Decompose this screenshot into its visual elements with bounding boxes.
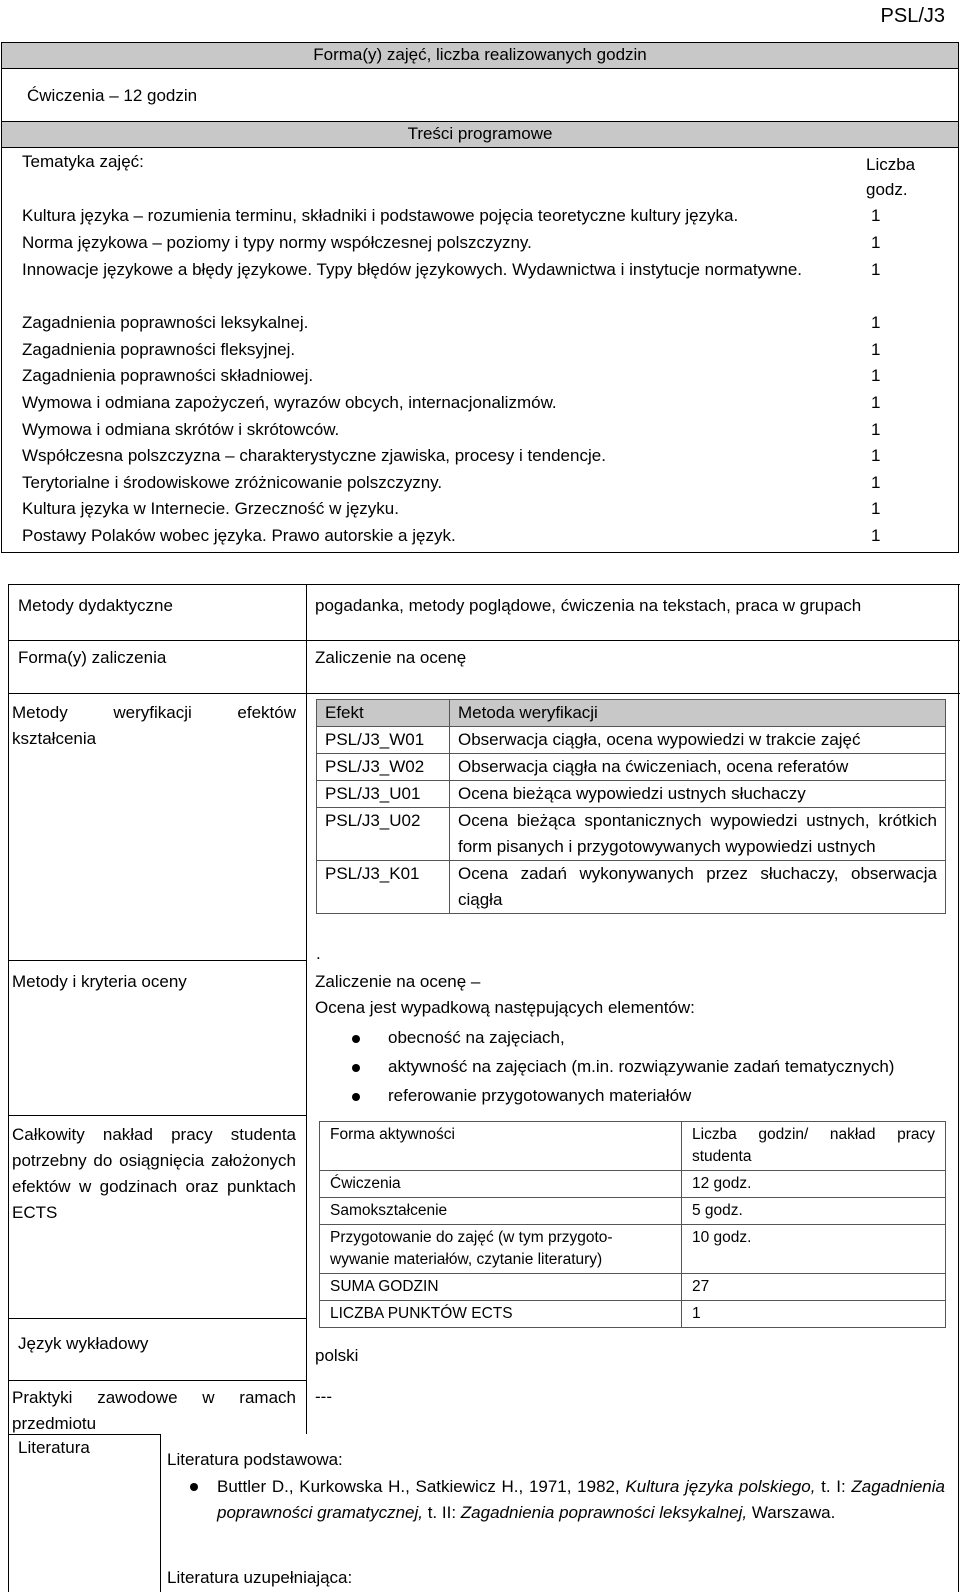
hours-cell: 1 (682, 1301, 946, 1328)
activity-cell: Samokształcenie (320, 1198, 682, 1225)
criteria-item: obecność na zajęciach, (388, 1028, 565, 1047)
credit-form-label: Forma(y) zaliczenia (18, 648, 167, 667)
program-row: Kultura języka w Internecie. Grzeczność w języku. (22, 499, 399, 518)
program-header: Treści programowe (407, 124, 553, 143)
activity-cell: Przygotowanie do zajęć (w tym przygoto-wywanie materiałów, czytanie literatury) (320, 1225, 682, 1274)
forms-value: Ćwiczenia – 12 godzin (27, 86, 198, 105)
bullet-icon (190, 1483, 198, 1491)
table-row (317, 781, 946, 808)
program-row: Zagadnienia poprawności leksykalnej. (22, 313, 309, 332)
forms-header: Forma(y) zajęć, liczba realizowanych godzin (313, 45, 647, 64)
program-row: Innowacje językowe a błędy językowe. Typy błędów językowych. Wydawnictwa i instytucje normatywne. (22, 260, 802, 279)
hours-cell: 12 godz. (682, 1171, 946, 1198)
effect-cell: PSL/J3_U01 (317, 781, 450, 808)
table-row (317, 754, 946, 781)
program-row: Norma językowa – poziomy i typy normy współczesnej polszczyzny. (22, 233, 532, 252)
program-row: Zagadnienia poprawności fleksyjnej. (22, 340, 296, 359)
method-cell: Ocena zadań wykonywanych przez słuchaczy, obserwacja ciągła (450, 861, 946, 914)
literature-basic-item: Buttler D., Kurkowska H., Satkiewicz H., 1971, 1982, Kultura języka polskiego, t. I: Zagadnienia poprawności gramatycznej, t. II: Zagadnienia poprawności leksykalnej, Warszawa. (217, 1477, 945, 1522)
program-row: Kultura języka – rozumienia terminu, składniki i podstawowe pojęcia teoretyczne kultury języka. (22, 206, 739, 225)
effect-cell: PSL/J3_U02 (317, 808, 450, 861)
method-cell: Ocena bieżąca spontanicznych wypowiedzi ustnych, krótkich form pisanych i przygotowywanych wypowiedzi ustnych (450, 808, 946, 861)
col-hours-header: Liczba godzin/ nakład pracy studenta (682, 1122, 946, 1171)
credit-form-value: Zaliczenie na ocenę (315, 648, 467, 667)
program-row-hours: 1 (871, 473, 881, 492)
hours-cell: 5 godz. (682, 1198, 946, 1225)
table-row (317, 727, 946, 754)
trailing-mark: . (316, 944, 321, 963)
program-row: Wymowa i odmiana zapożyczeń, wyrazów obcych, internacjonalizmów. (22, 393, 557, 412)
program-row-hours: 1 (871, 260, 881, 279)
table-row (320, 1171, 946, 1198)
bullet-icon (352, 1035, 360, 1043)
practice-label: Praktyki zawodowe w ramach przedmiotu (12, 1388, 296, 1433)
method-cell: Obserwacja ciągła na ćwiczeniach, ocena referatów (450, 754, 946, 781)
table-header-row (317, 700, 946, 727)
page-code: PSL/J3 (880, 5, 945, 27)
table-header-row (320, 1122, 946, 1171)
hours-header: Liczba godz. (866, 155, 916, 199)
literature-supp-header: Literatura uzupełniająca: (167, 1568, 353, 1587)
topic-header: Tematyka zajęć: (22, 152, 144, 171)
criteria-item: referowanie przygotowanych materiałów (388, 1086, 692, 1105)
hours-cell: 10 godz. (682, 1225, 946, 1274)
program-row: Współczesna polszczyzna – charakterystyczne zjawiska, procesy i tendencje. (22, 446, 606, 465)
table-row (317, 861, 946, 914)
activity-cell: LICZBA PUNKTÓW ECTS (320, 1301, 682, 1328)
criteria-item: aktywność na zajęciach (m.in. rozwiązywanie zadań tematycznych) (388, 1057, 895, 1076)
verification-label: Metody weryfikacji efektów kształcenia (12, 703, 296, 748)
bullet-icon (352, 1064, 360, 1072)
criteria-line2: Ocena jest wypadkową następujących elementów: (315, 998, 695, 1017)
methods-value: pogadanka, metody poglądowe, ćwiczenia na tekstach, praca w grupach (315, 596, 862, 615)
program-row-hours: 1 (871, 206, 881, 225)
program-row-hours: 1 (871, 313, 881, 332)
bullet-icon (352, 1093, 360, 1101)
col-activity-header: Forma aktywności (320, 1122, 682, 1171)
program-row-hours: 1 (871, 340, 881, 359)
effect-cell: PSL/J3_K01 (317, 861, 450, 914)
program-row: Zagadnienia poprawności składniowej. (22, 366, 314, 385)
criteria-line1: Zaliczenie na ocenę – (315, 972, 481, 991)
method-cell: Obserwacja ciągła, ocena wypowiedzi w trakcie zajęć (450, 727, 946, 754)
practice-value: --- (315, 1387, 332, 1406)
literature-label: Literatura (18, 1438, 90, 1457)
criteria-label: Metody i kryteria oceny (12, 972, 187, 991)
method-cell: Ocena bieżąca wypowiedzi ustnych słuchaczy (450, 781, 946, 808)
table-row (320, 1274, 946, 1301)
literature-basic-header: Literatura podstawowa: (167, 1450, 343, 1469)
col-effect-header: Efekt (317, 700, 450, 727)
table-row (320, 1198, 946, 1225)
activity-cell: SUMA GODZIN (320, 1274, 682, 1301)
effect-cell: PSL/J3_W01 (317, 727, 450, 754)
program-row-hours: 1 (871, 499, 881, 518)
program-row: Terytorialne i środowiskowe zróżnicowanie polszczyzny. (22, 473, 443, 492)
program-row-hours: 1 (871, 526, 881, 545)
program-row: Wymowa i odmiana skrótów i skrótowców. (22, 420, 340, 439)
table-row (320, 1301, 946, 1328)
program-row-hours: 1 (871, 233, 881, 252)
verification-table (316, 699, 946, 914)
workload-table (319, 1121, 946, 1328)
activity-cell: Ćwiczenia (320, 1171, 682, 1198)
program-row-hours: 1 (871, 366, 881, 385)
workload-label: Całkowity nakład pracy studenta potrzebny do osiągnięcia założonych efektów w godzinach oraz punktach ECTS (12, 1125, 296, 1222)
program-row-hours: 1 (871, 420, 881, 439)
effect-cell: PSL/J3_W02 (317, 754, 450, 781)
methods-label: Metody dydaktyczne (18, 596, 173, 615)
language-label: Język wykładowy (18, 1334, 149, 1353)
program-row-hours: 1 (871, 393, 881, 412)
program-row-hours: 1 (871, 446, 881, 465)
program-row: Postawy Polaków wobec języka. Prawo autorskie a język. (22, 526, 456, 545)
language-value: polski (315, 1346, 359, 1365)
col-method-header: Metoda weryfikacji (450, 700, 946, 727)
table-row (317, 808, 946, 861)
hours-cell: 27 (682, 1274, 946, 1301)
table-row (320, 1225, 946, 1274)
